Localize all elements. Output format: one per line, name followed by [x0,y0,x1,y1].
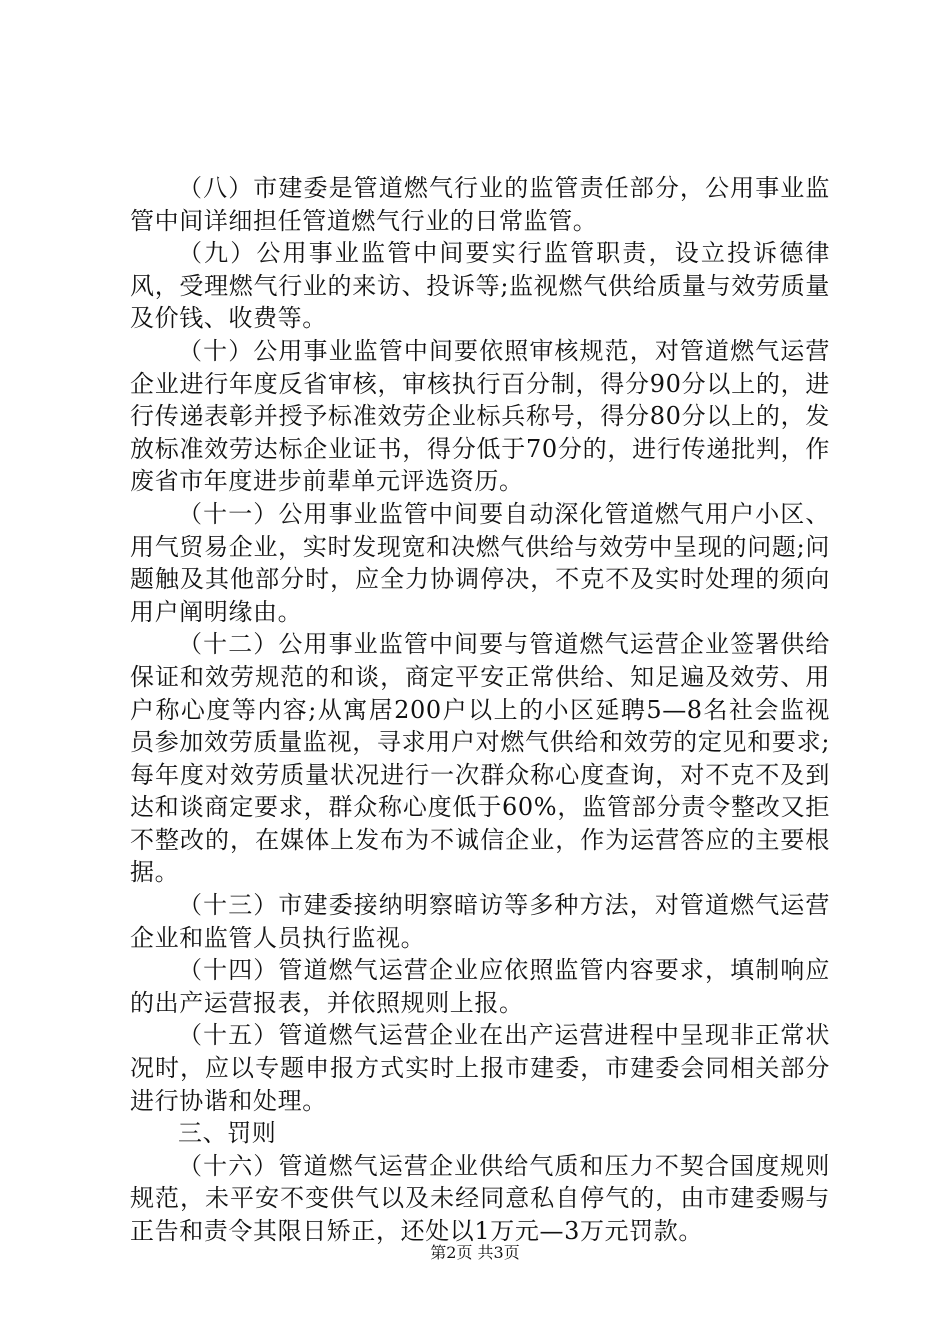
paragraph-clause-11: （十一）公用事业监管中间要自动深化管道燃气用户小区、用气贸易企业，实时发现宽和决燃气供给与效劳中呈现的问题;问题触及其他部分时，应全力协调停决，不克不及实时处理的须向用户阐明缘由。 [130,499,830,626]
paragraph-clause-16: （十六）管道燃气运营企业供给气质和压力不契合国度规则规范，未平安不变供气以及未经同意私自停气的，由市建委赐与正告和责令其限日矫正，还处以1万元—3万元罚款。 [130,1151,830,1245]
paragraph-clause-15: （十五）管道燃气运营企业在出产运营进程中呈现非正常状况时，应以专题申报方式实时上报市建委，市建委会同相关部分进行协谐和处理。 [130,1021,830,1115]
paragraph-clause-14: （十四）管道燃气运营企业应依照监管内容要求，填制响应的出产运营报表，并依照规则上报。 [130,956,830,1017]
document-body [130,172,830,1248]
paragraph-clause-13: （十三）市建委接纳明察暗访等多种方法，对管道燃气运营企业和监管人员执行监视。 [130,891,830,952]
paragraph-clause-12: （十二）公用事业监管中间要与管道燃气运营企业签署供给保证和效劳规范的和谈，商定平安正常供给、知足遍及效劳、用户称心度等内容;从寓居200户以上的小区延聘5—8名社会监视员参加效劳质量监视，寻求用户对燃气供给和效劳的定见和要求;每年度对效劳质量状况进行一次群众称心度查询，对不克不及到达和谈商定要求，群众称心度低于60%，监管部分责令整改又拒不整改的，在媒体上发布为不诚信企业，作为运营答应的主要根据。 [130,630,830,887]
page-number: 第2页 共3页 [430,1243,520,1262]
paragraph-clause-9: （九）公用事业监管中间要实行监管职责，设立投诉德律风，受理燃气行业的来访、投诉等;监视燃气供给质量与效劳质量及价钱、收费等。 [130,239,830,333]
paragraph-clause-8: （八）市建委是管道燃气行业的监管责任部分，公用事业监管中间详细担任管道燃气行业的日常监管。 [130,174,830,235]
paragraph-clause-10: （十）公用事业监管中间要依照审核规范，对管道燃气运营企业进行年度反省审核，审核执行百分制，得分90分以上的，进行传递表彰并授予标准效劳企业标兵称号，得分80分以上的，发放标准效劳达标企业证书，得分低于70分的，进行传递批判，作废省市年度进步前辈单元评选资历。 [130,336,830,496]
section-heading-penalties: 三、罚则 [178,1119,277,1148]
